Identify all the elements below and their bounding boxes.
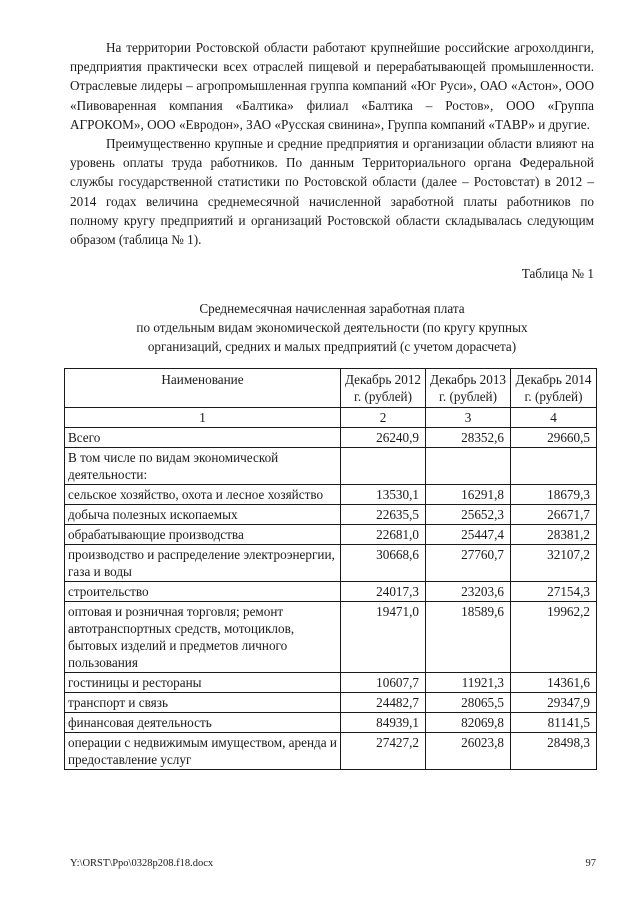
table-row: [65, 733, 597, 770]
table-row: [65, 693, 597, 713]
value-2014: 29347,9: [511, 693, 597, 713]
value-2012: 22635,5: [341, 505, 426, 525]
column-number: 1: [65, 408, 341, 428]
footer-file-path: Y:\ORST\Ppo\0328p208.f18.docx: [70, 858, 214, 869]
body-paragraph-1: [70, 38, 594, 134]
value-2012: 24482,7: [341, 693, 426, 713]
column-number: 4: [511, 408, 597, 428]
value-2012: 24017,3: [341, 582, 426, 602]
value-2014: 29660,5: [511, 428, 597, 448]
value-2012: 10607,7: [341, 673, 426, 693]
row-name: операции с недвижимым имуществом, аренда и предоставление услуг: [65, 733, 341, 770]
footer-page-number: 97: [585, 858, 596, 869]
value-2012: 19471,0: [341, 602, 426, 673]
value-2014: 14361,6: [511, 673, 597, 693]
table-header-row: [65, 369, 597, 408]
row-name: сельское хозяйство, охота и лесное хозяйство: [65, 485, 341, 505]
value-2014: 27154,3: [511, 582, 597, 602]
value-2012: 30668,6: [341, 545, 426, 582]
value-2013: [426, 448, 511, 485]
paragraph-text: На территории Ростовской области работают крупнейшие российские агрохолдинги, предприятия практически всех отраслей пищевой и перерабатывающей промышленности. Отраслевые лидеры – агропромышленная группа компаний «Юг Руси», ОАО «Астон», ООО «Пивоваренная компания «Балтика» филиал «Балтика – Ростов», ООО «Группа АГРОКОМ», ООО «Евродон», ЗАО «Русская свинина», Группа компаний «ТАВР» и другие.: [70, 40, 594, 132]
table-row: [65, 545, 597, 582]
value-2012: 26240,9: [341, 428, 426, 448]
row-name: производство и распределение электроэнергии, газа и воды: [65, 545, 341, 582]
row-name: гостиницы и рестораны: [65, 673, 341, 693]
table-row: [65, 505, 597, 525]
value-2012: [341, 448, 426, 485]
table-title: [70, 299, 594, 356]
value-2013: 28352,6: [426, 428, 511, 448]
value-2013: 25652,3: [426, 505, 511, 525]
value-2013: 16291,8: [426, 485, 511, 505]
row-name: транспорт и связь: [65, 693, 341, 713]
value-2014: 28498,3: [511, 733, 597, 770]
value-2013: 18589,6: [426, 602, 511, 673]
value-2013: 27760,7: [426, 545, 511, 582]
row-name: финансовая деятельность: [65, 713, 341, 733]
body-paragraph-2: [70, 134, 594, 249]
table-row: [65, 673, 597, 693]
header-dec-2014: Декабрь 2014 г. (рублей): [511, 369, 597, 408]
value-2014: 32107,2: [511, 545, 597, 582]
row-name: Всего: [65, 428, 341, 448]
table-body: [65, 428, 597, 770]
value-2014: 26671,7: [511, 505, 597, 525]
value-2014: 81141,5: [511, 713, 597, 733]
table-row: [65, 428, 597, 448]
value-2014: 28381,2: [511, 525, 597, 545]
table-row: [65, 713, 597, 733]
table-row: [65, 525, 597, 545]
value-2012: 84939,1: [341, 713, 426, 733]
row-name: В том числе по видам экономической деятельности:: [65, 448, 341, 485]
salary-table: [64, 368, 597, 770]
column-number: 2: [341, 408, 426, 428]
column-number: 3: [426, 408, 511, 428]
paragraph-text: Преимущественно крупные и средние предприятия и организации области влияют на уровень оплаты труда работников. По данным Территориального органа Федеральной службы государственной статистики по Ростовской области (далее – Ростовстат) в 2012 – 2014 годах величина среднемесячной начисленной заработной платы работников по полному кругу предприятий и организаций Ростовской области складывалась следующим образом (таблица № 1).: [70, 136, 594, 248]
value-2012: 22681,0: [341, 525, 426, 545]
row-name: добыча полезных ископаемых: [65, 505, 341, 525]
table-title-line: организаций, средних и малых предприятий (с учетом дорасчета): [147, 339, 517, 354]
value-2013: 11921,3: [426, 673, 511, 693]
table-row: [65, 485, 597, 505]
row-name: строительство: [65, 582, 341, 602]
table-number: Таблица № 1: [521, 266, 594, 281]
value-2014: 18679,3: [511, 485, 597, 505]
value-2012: 13530,1: [341, 485, 426, 505]
table-title-line: Среднемесячная начисленная заработная плата: [199, 301, 465, 316]
value-2013: 28065,5: [426, 693, 511, 713]
header-dec-2012: Декабрь 2012 г. (рублей): [341, 369, 426, 408]
value-2014: [511, 448, 597, 485]
row-name: оптовая и розничная торговля; ремонт автотранспортных средств, мотоциклов, бытовых изделий и предметов личного пользования: [65, 602, 341, 673]
value-2013: 25447,4: [426, 525, 511, 545]
header-dec-2013: Декабрь 2013 г. (рублей): [426, 369, 511, 408]
column-number-row: [65, 408, 597, 428]
table-row: [65, 448, 597, 485]
value-2013: 26023,8: [426, 733, 511, 770]
table-row: [65, 602, 597, 673]
value-2013: 23203,6: [426, 582, 511, 602]
value-2013: 82069,8: [426, 713, 511, 733]
table-row: [65, 582, 597, 602]
header-name: Наименование: [65, 369, 341, 408]
value-2014: 19962,2: [511, 602, 597, 673]
value-2012: 27427,2: [341, 733, 426, 770]
table-title-line: по отдельным видам экономической деятельности (по кругу крупных: [136, 320, 528, 335]
row-name: обрабатывающие производства: [65, 525, 341, 545]
